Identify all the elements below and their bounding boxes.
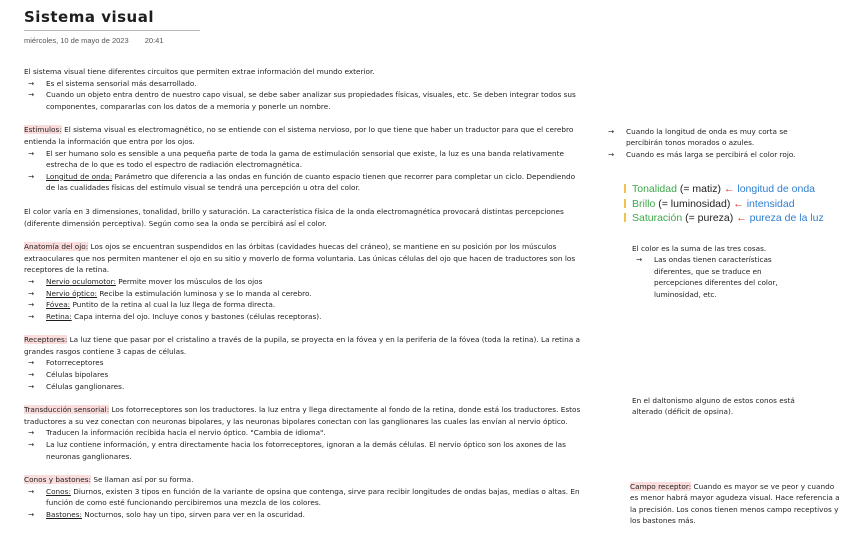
- left-arrow-icon: ←: [723, 183, 735, 195]
- list-item: → Cuando un objeto entra dentro de nuestro capo visual, se debe saber analizar sus propiedades físicas, visuales, etc. Se deben integrar todos sus componentes, compararlas con los datos de a memoria y ponerle un nombre.: [28, 90, 576, 111]
- arrow-icon: →: [28, 300, 35, 310]
- list-item: → Conos: Diurnos, existen 3 tipos en función de la variante de opsina que contenga, sirve para recibir longitudes de ondas bajas, medias o altas. En función de como esté funcionando percibiremos una mezcla de los colores.: [28, 486, 580, 508]
- arrow-icon: →: [28, 358, 35, 368]
- intro-paragraph: El sistema visual tiene diferentes circuitos que permiten extrae información del mundo exterior.: [24, 67, 375, 76]
- color-sum-text: El color es la suma de las tres cosas.: [632, 244, 767, 253]
- highlight-bar: [624, 184, 626, 193]
- highlight-bar: [624, 213, 626, 222]
- list-item: → Nervio óptico: Recibe la estimulación luminosa y se lo manda al cerebro.: [28, 288, 312, 298]
- term-label: Longitud de onda:: [46, 171, 113, 181]
- arrow-icon: →: [28, 428, 35, 438]
- section-heading: Anatomía del ojo:: [24, 242, 89, 252]
- note-time: 20:41: [144, 36, 164, 45]
- arrow-icon: →: [28, 78, 35, 88]
- arrow-icon: →: [28, 276, 35, 286]
- arrow-icon: →: [28, 510, 35, 519]
- arrow-icon: →: [28, 90, 35, 100]
- list-item: → Las ondas tienen características diferentes, que se traduce en percepciones diferentes del color, luminosidad, etc.: [636, 255, 778, 299]
- arrow-icon: →: [28, 440, 35, 450]
- arrow-icon: →: [28, 486, 35, 496]
- estimulos-section: Estímulos: El sistema visual es electromagnético, no se entiende con el sistema nervioso, por lo que tiene que haber un traductor para que el cerebro entienda la información que entra por los ojos.: [24, 125, 574, 146]
- receptores-section: Receptores: La luz tiene que pasar por el cristalino a través de la pupila, se proyecta en la fóvea y en la periferia de la fóvea (toda la retina). La retina a grandes rasgos contiene 3 capas de células.: [24, 335, 580, 356]
- daltonismo-note: En el daltonismo alguno de estos conos está alterado (déficit de opsina).: [632, 396, 795, 417]
- campo-receptor-note: Campo receptor: Cuando es mayor se ve peor y cuando es menor habrá mayor agudeza visual. Hace referencia a la precisión. Los conos tienen menos campo receptivos y los bastones más.: [630, 482, 840, 526]
- wave-notes: [604, 126, 814, 160]
- list-item: → La luz contiene información, y entra directamente hacia los fotorreceptores, ignoran a la demás células. El nervio óptico son los axones de las neuronas ganglionares.: [28, 440, 566, 461]
- list-item: → Bastones: Nocturnos, solo hay un tipo, sirven para ver en la oscuridad.: [28, 510, 305, 519]
- title-divider: [24, 30, 200, 31]
- main-notes: [24, 66, 584, 521]
- arrow-icon: →: [28, 288, 35, 298]
- color-sum-notes: [632, 243, 812, 300]
- list-item: → Células bipolares: [28, 370, 109, 380]
- arrow-icon: →: [608, 149, 615, 159]
- transduccion-section: Transducción sensorial: Los fotorreceptores son los traductores. la luz entra y llega directamente al fondo de la retina, donde está los traductores. Estos traductores a su vez conectan con neuronas bipolares, y las neuronas bipolares conectan con las ganglionares las cuales las envían al nervio óptico.: [24, 405, 581, 426]
- list-item: → Nervio oculomotor: Permite mover los músculos de los ojos: [28, 276, 263, 286]
- arrow-icon: →: [28, 171, 35, 181]
- arrow-icon: →: [636, 255, 643, 265]
- arrow-icon: →: [28, 370, 35, 380]
- arrow-icon: →: [28, 311, 35, 321]
- list-item: → Es el sistema sensorial más desarrollado.: [28, 78, 197, 88]
- left-arrow-icon: ←: [733, 197, 744, 210]
- list-item: → Cuando es más larga se percibirá el color rojo.: [608, 149, 796, 159]
- color-legend: [624, 182, 844, 226]
- arrow-icon: →: [28, 381, 35, 391]
- page-title: Sistema visual: [24, 8, 154, 26]
- list-item: → Células ganglionares.: [28, 381, 125, 391]
- section-heading: Transducción sensorial:: [24, 405, 110, 415]
- section-heading: Campo receptor:: [630, 482, 692, 491]
- list-item: → Longitud de onda: Parámetro que diferencia a las ondas en función de cuanto espacio tienen que recorrer para completar un ciclo. Dependiendo de las cualidades físicas del estímulo visual se tendrá una percepción u otra del color.: [28, 171, 576, 193]
- color-paragraph: El color varía en 3 dimensiones, tonalidad, brillo y saturación. La característica física de la onda electromagnética provocará distintas percepciones (diferente dimensión perceptiva). Según como sea la onda se percibirá así el color.: [24, 206, 564, 228]
- arrow-icon: →: [608, 127, 615, 136]
- arrow-icon: →: [28, 148, 35, 158]
- note-date: miércoles, 10 de mayo de 2023: [24, 36, 129, 45]
- highlight-bar: [624, 199, 626, 208]
- list-item: → Fóvea: Puntito de la retina al cual la luz llega de forma directa.: [28, 300, 276, 310]
- left-arrow-icon: ←: [736, 212, 747, 224]
- note-meta: [24, 36, 178, 45]
- anatomia-section: Anatomía del ojo: Los ojos se encuentran suspendidos en las órbitas (cavidades huecas del cráneo), se mantiene en su posición por los músculos extraoculares que nos permiten mantener el ojo en su sitio y moverlo de forma voluntaria. Las únicas células del ojo que hacen de traductores son los receptores de la retina.: [24, 242, 576, 275]
- section-heading: Receptores:: [24, 335, 68, 345]
- list-item: → Cuando la longitud de onda es muy corta se percibirán tonos morados o azules.: [608, 127, 788, 148]
- legend-row-saturacion: Saturación (= pureza) ← pureza de la luz: [624, 211, 844, 226]
- section-heading: Estímulos:: [24, 125, 62, 135]
- list-item: → Fotorreceptores: [28, 358, 104, 368]
- legend-row-tonalidad: Tonalidad (= matiz) ← longitud de onda: [624, 182, 844, 197]
- legend-row-brillo: Brillo (= luminosidad) ← intensidad: [624, 197, 844, 212]
- section-heading: Conos y bastones:: [24, 475, 92, 485]
- list-item: → Traducen la información recibida hacia el nervio óptico. "Cambia de idioma".: [28, 428, 326, 438]
- list-item: → El ser humano solo es sensible a una pequeña parte de toda la gama de estimulación sensorial que existe, la luz es una banda relativamente estrecha de lo que es todo el espectro de radiación electromagnética.: [28, 148, 564, 170]
- list-item: → Retina: Capa interna del ojo. Incluye conos y bastones (células receptoras).: [28, 311, 322, 321]
- conos-section: Conos y bastones: Se llaman así por su forma.: [24, 475, 194, 485]
